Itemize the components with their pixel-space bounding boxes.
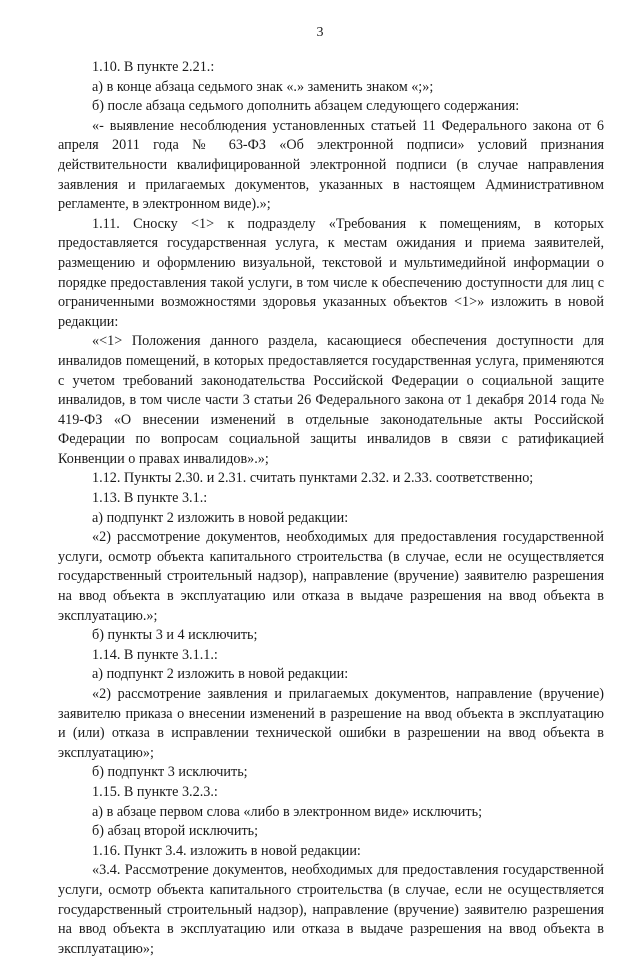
paragraph-1-13-quote: «2) рассмотрение документов, необходимых для предоставления государственной услуги, осмотр объекта капитального строительства (в случае, если не осуществляется государственный строительный надзор), направление (вручение) заявителю разрешения на ввод объекта в эксплуатацию или отказа в выдаче разрешения на ввод объекта в эксплуатацию.»; bbox=[58, 529, 604, 624]
paragraph-1-10-quote: «- выявление несоблюдения установленных статьей 11 Федерального закона от 6 апреля 2011 года № 63-ФЗ «Об электронной подписи» условий признания действительности квалифицированной электронной подписи (в случае направления заявления и прилагаемых документов, указанных в настоящем Административном регламенте, в электронном виде).»; bbox=[58, 117, 604, 213]
paragraph-1-16: 1.16. Пункт 3.4. изложить в новой редакции: bbox=[92, 842, 361, 859]
paragraph-1-15: 1.15. В пункте 3.2.3.: bbox=[92, 783, 218, 800]
document-body bbox=[58, 58, 604, 959]
paragraph-1-15-b: б) абзац второй исключить; bbox=[92, 823, 259, 840]
paragraph-1-14-quote: «2) рассмотрение заявления и прилагаемых документов, направление (вручение) заявителю приказа о внесении изменений в разрешение на ввод объекта в эксплуатацию и (или) отказа в исправлении технической ошибки в разрешении на ввод объекта в эксплуатацию»; bbox=[58, 686, 604, 761]
paragraph-1-13-b: б) пункты 3 и 4 исключить; bbox=[92, 627, 258, 644]
paragraph-1-10: 1.10. В пункте 2.21.: bbox=[92, 59, 215, 75]
paragraph-1-13-a: а) подпункт 2 изложить в новой редакции: bbox=[92, 509, 349, 526]
paragraph-1-14: 1.14. В пункте 3.1.1.: bbox=[92, 646, 218, 663]
paragraph-1-10-a: а) в конце абзаца седьмого знак «.» заменить знаком «;»; bbox=[92, 78, 434, 95]
page-number: 3 bbox=[316, 25, 324, 40]
paragraph-1-16-quote: «3.4. Рассмотрение документов, необходимых для предоставления государственной услуги, осмотр объекта капитального строительства (в случае, если не осуществляется государственный строительный надзор), направление (вручение) заявителю разрешения на ввод объекта в эксплуатацию или отказа в выдаче разрешения на ввод объекта в эксплуатацию»; bbox=[58, 862, 604, 957]
paragraph-1-11: 1.11. Сноску <1> к подразделу «Требования к помещениям, в которых предоставляется государственная услуга, к местам ожидания и приема заявителей, размещению и оформлению визуальной, текстовой и мультимедийной информации о порядке предоставления такой услуги, в том числе к обеспечению доступности для лиц с ограниченными возможностями здоровья указанных объектов <1>» изложить в новой редакции: bbox=[58, 215, 604, 330]
paragraph-1-13: 1.13. В пункте 3.1.: bbox=[92, 490, 208, 507]
paragraph-1-14-a: а) подпункт 2 изложить в новой редакции: bbox=[92, 666, 349, 683]
paragraph-1-15-a: а) в абзаце первом слова «либо в электронном виде» исключить; bbox=[92, 803, 483, 820]
paragraph-1-14-b: б) подпункт 3 исключить; bbox=[92, 764, 248, 781]
paragraph-1-10-b: б) после абзаца седьмого дополнить абзацем следующего содержания: bbox=[92, 98, 520, 115]
paragraph-1-11-quote: «<1> Положения данного раздела, касающиеся обеспечения доступности для инвалидов помещений, в которых предоставляется государственная услуга, применяются с учетом требований законодательства Российской Федерации о социальной защите инвалидов, в том числе части 3 статьи 26 Федерального закона от 1 декабря 2014 года № 419-ФЗ «О внесении изменений в отдельные законодательные акты Российской Федерации по вопросам социальной защиты инвалидов в связи с ратификацией Конвенции о правах инвалидов».»; bbox=[58, 333, 604, 467]
paragraph-1-12: 1.12. Пункты 2.30. и 2.31. считать пунктами 2.32. и 2.33. соответственно; bbox=[92, 470, 534, 487]
